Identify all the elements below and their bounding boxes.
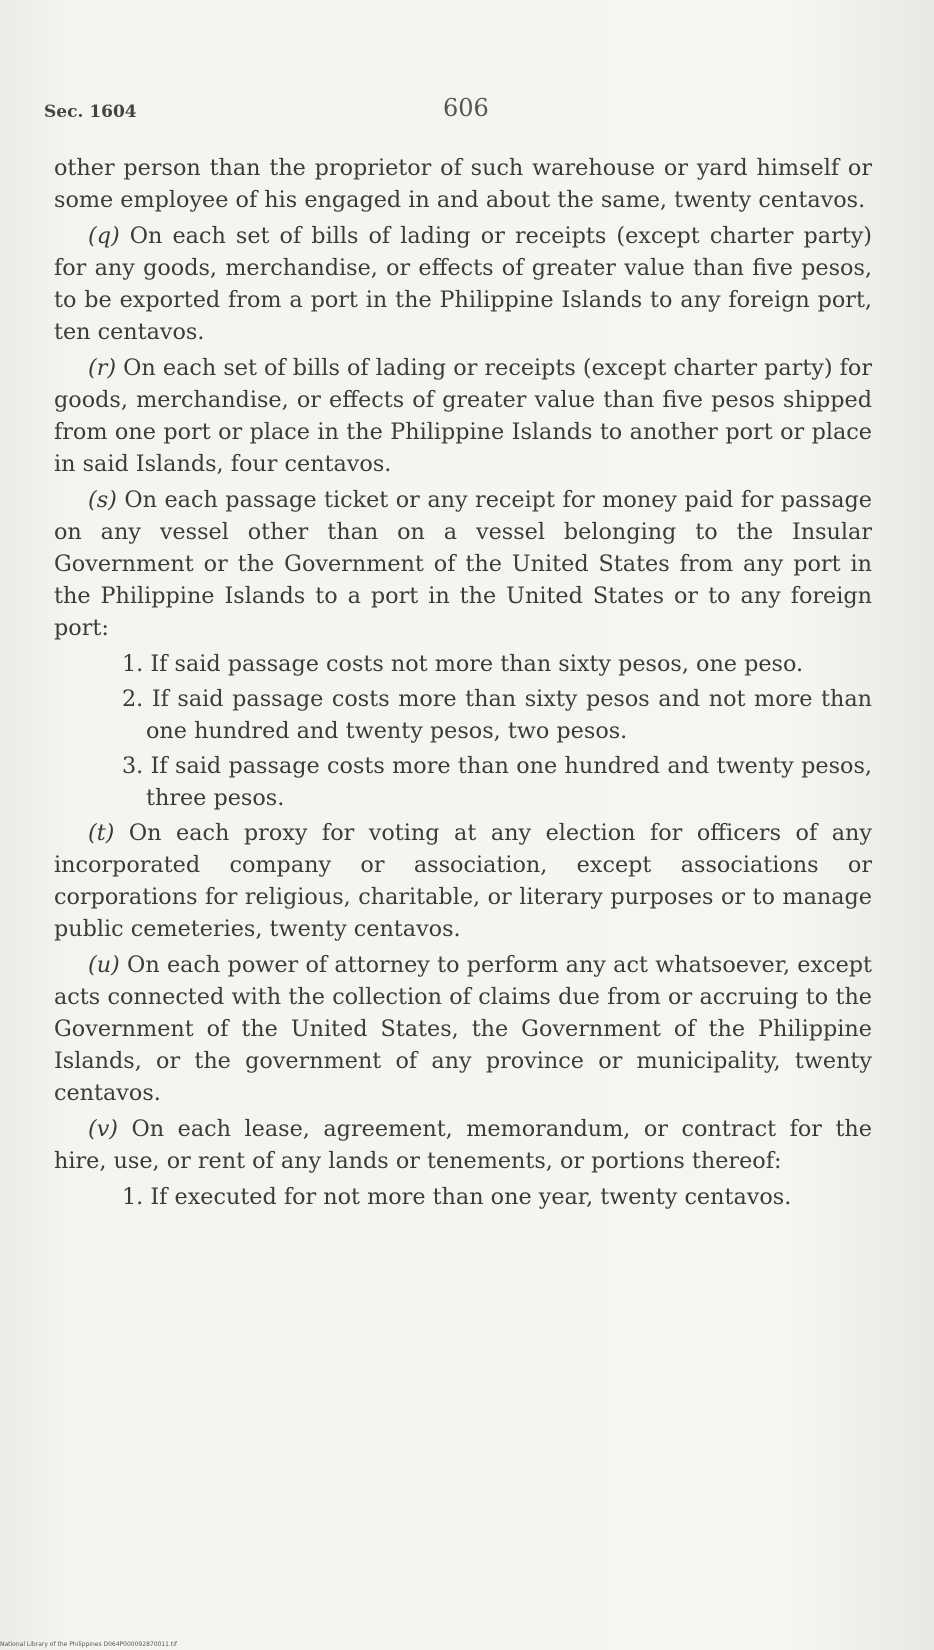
clause-text-r: On each set of bills of lading or receipts (except charter party) for goods, merchandise, or effects of greater value than five pesos shipped from one port or place in the Philippine Islands to another port or place in said Islands, four centavos. [54, 355, 872, 477]
paragraph-t [54, 817, 872, 945]
list-item: 1. If said passage costs not more than sixty pesos, one peso. [122, 651, 804, 677]
list-item: 1. If executed for not more than one year, twenty centavos. [122, 1184, 792, 1210]
paragraph-r [54, 352, 872, 480]
list-item: 2. If said passage costs more than sixty pesos and not more than one hundred and twenty pesos, two pesos. [122, 686, 872, 744]
clause-text-q: On each set of bills of lading or receipts (except charter party) for any goods, merchandise, or effects of greater value than five pesos, to be exported from a port in the Philippine Islands to any foreign port, ten centavos. [54, 223, 872, 345]
list-item: 3. If said passage costs more than one hundred and twenty pesos, three pesos. [122, 753, 872, 811]
clause-letter-q: (q) [88, 223, 120, 249]
clause-text-t: On each proxy for voting at any election for officers of any incorporated company or association, except associations or corporations for religious, charitable, or literary purposes or to manage public cemeteries, twenty centavos. [54, 820, 872, 942]
clause-letter-u: (u) [88, 952, 120, 978]
section-reference: Sec. 1604 [44, 102, 137, 122]
paragraph-q [54, 220, 872, 348]
clause-letter-r: (r) [88, 355, 117, 381]
paragraph-v [54, 1113, 872, 1177]
clause-text-v: On each lease, agreement, memorandum, or contract for the hire, use, or rent of any lands or tenements, or portions thereof: [54, 1116, 872, 1174]
page-header [44, 94, 884, 124]
clause-letter-v: (v) [88, 1116, 118, 1142]
body-text [54, 152, 872, 1216]
clause-text-s: On each passage ticket or any receipt for money paid for passage on any vessel other than on a vessel belonging to the Insular Government or the Government of the United States from any port in the Philippine Islands to a port in the United States or to any foreign port: [54, 487, 872, 641]
paragraph-continued: other person than the proprietor of such warehouse or yard himself or some employee of his engaged in and about the same, twenty centavos. [54, 155, 872, 213]
paragraph-s [54, 484, 872, 644]
clause-letter-s: (s) [88, 487, 117, 513]
scan-source-footer: National Library of the Philippines D064P000092870011.tif [0, 1641, 178, 1648]
page-number: 606 [443, 94, 489, 122]
paragraph-u [54, 949, 872, 1109]
clause-letter-t: (t) [88, 820, 115, 846]
clause-text-u: On each power of attorney to perform any act whatsoever, except acts connected with the collection of claims due from or accruing to the Government of the United States, the Government of the Philippine Islands, or the government of any province or municipality, twenty centavos. [54, 952, 872, 1106]
